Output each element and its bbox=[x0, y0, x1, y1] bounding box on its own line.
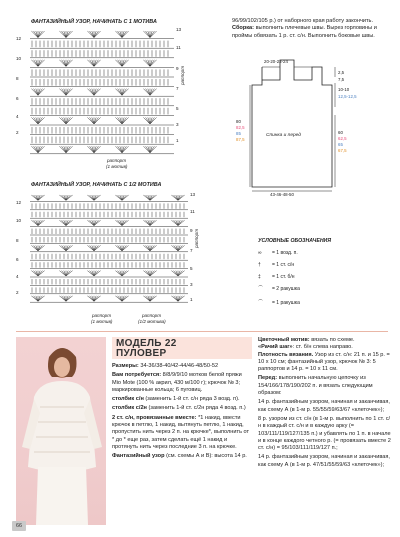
section-divider bbox=[16, 331, 388, 332]
chart2-row-4: 4 bbox=[16, 274, 19, 279]
chart1-row-12: 12 bbox=[16, 36, 22, 41]
model-instructions-right bbox=[258, 337, 392, 471]
schematic-left-3: 87,5 bbox=[236, 137, 245, 142]
chart1-motif-bottom: (1 мотив) bbox=[106, 164, 128, 169]
chart1-row-11: 11 bbox=[176, 45, 181, 50]
model-photo bbox=[16, 337, 106, 525]
chain-icon: ∞ bbox=[258, 250, 262, 256]
schematic-right1: 2,5 bbox=[338, 70, 345, 75]
chart2-row-12: 12 bbox=[16, 200, 22, 205]
model-photo-illustration bbox=[16, 337, 106, 525]
chart1-row-10: 10 bbox=[16, 56, 22, 61]
p2-text: : ст. б/н слева направо. bbox=[292, 344, 353, 351]
p3-text: Узор из ст. с/н: 21 п. и 15 р. = 10 х 10 см; фантазийный узор, крючок № 3: 5 раппортов и 14 р. = 10 х 11 см. bbox=[258, 351, 390, 373]
chart1-row-3: 3 bbox=[176, 122, 179, 127]
chart2-repeat-bottom-1: раппорт bbox=[92, 313, 112, 318]
schematic-right-0: 60 bbox=[338, 130, 343, 135]
chart2-row-1: 1 bbox=[190, 297, 193, 302]
legend-text-shell2: = 2 ракушка bbox=[272, 286, 300, 292]
assembly-text: выполнить плечевые швы. Вырез горловины и проймы обвязать 1 р. ст. с/н. Выполнить боковые швы. bbox=[232, 25, 377, 39]
schematic-right-2: 65 bbox=[338, 142, 343, 147]
chart1-row-4: 4 bbox=[16, 114, 19, 119]
chart1-row-6: 6 bbox=[16, 96, 19, 101]
schematic-right-3: 67,5 bbox=[338, 148, 347, 153]
chart1-row-2: 2 bbox=[16, 130, 19, 135]
stitch3-text: *1 накид, ввести крючок в петлю, 1 накид, вытянуть петлю, 1 накид, пропустить нить через 2 п. на крючке*, выполнить от * до * еще раз, затем сделать ещё 1 накид и протянуть нить через последние 3 п. на крючке. bbox=[112, 414, 250, 450]
chart2-row-10: 10 bbox=[16, 218, 22, 223]
model-number: МОДЕЛЬ 22 bbox=[116, 338, 177, 349]
chart2-row-2: 2 bbox=[16, 290, 19, 295]
chart2-title: ФАНТАЗИЙНЫЙ УЗОР, НАЧИНАТЬ С 1/2 МОТИВА bbox=[31, 182, 162, 188]
p2-label: «Рачий шаг» bbox=[258, 344, 293, 351]
sizes-text: 34-36/38-40/42-44/46-48/50-52 bbox=[138, 363, 219, 369]
chart1-row-7: 7 bbox=[176, 86, 179, 91]
legend-item-dc bbox=[258, 262, 300, 274]
schematic-right2: 10-10 bbox=[338, 87, 350, 92]
intro-text bbox=[232, 18, 390, 42]
pattern-label: Фантазийный узор bbox=[112, 453, 165, 460]
chart1-row-13: 13 bbox=[176, 27, 182, 32]
p1-text: вязать по схеме. bbox=[309, 337, 355, 343]
schematic-right2b: 12,5-12,5 bbox=[338, 94, 357, 99]
chart1-repeat-bottom: раппорт bbox=[107, 158, 127, 163]
legend-text-sc: = 1 ст. б/н bbox=[272, 274, 295, 280]
legend-item-shell2 bbox=[258, 286, 300, 300]
stitch2-label: столбик с/2н bbox=[112, 405, 147, 412]
garment-schematic bbox=[232, 55, 392, 205]
chart1-row-9: 9 bbox=[176, 66, 179, 71]
p4-text: выполнить начальную цепочку из 154/166/178/190/202 п. и вязать следующим образом: bbox=[258, 375, 373, 397]
p6-text: 8 р. узором из ст. с/н (в 1-м р. выполнить по 1 ст. с/н в каждый ст. с/н и в каждую арку (= 103/111/119/127/135 п.) и убавлять по 1 п. в начале и в конце каждого четного р. (= провязать вместе 2 ст. с/н) = 95/103/111/119/127 п.; bbox=[258, 415, 391, 452]
assembly-label: Сборка: bbox=[232, 25, 255, 32]
legend-text-shell1: = 1 ракушка bbox=[272, 300, 300, 306]
chart1-repeat-vertical: раппорт bbox=[180, 65, 185, 85]
chart1-diagram bbox=[24, 26, 220, 176]
chart2-row-8: 8 bbox=[16, 238, 19, 243]
legend-text-dc: = 1 ст. с/н bbox=[272, 262, 295, 268]
chart2-motif-bottom-2: (1/2 мотива) bbox=[138, 319, 166, 324]
chart2-row-9: 9 bbox=[190, 228, 193, 233]
chart1-row-1: 1 bbox=[176, 138, 179, 143]
intro-line1: 96/99/102/105 р.) от наборного края работу закончить. bbox=[232, 18, 374, 24]
chart2-motif-bottom-1: (1 мотив) bbox=[91, 319, 113, 324]
schematic-top-value: 20-20-23-24 bbox=[264, 59, 288, 64]
chart2-row-11: 11 bbox=[190, 209, 195, 214]
schematic-right-1: 62,5 bbox=[338, 136, 347, 141]
p4-label: Перед: bbox=[258, 375, 278, 382]
chart2-repeat-vertical: раппорт bbox=[194, 228, 199, 248]
chart1-row-5: 5 bbox=[176, 106, 179, 111]
p3-label: Плотность вязания. bbox=[258, 351, 314, 358]
schematic-left-2: 85 bbox=[236, 131, 241, 136]
single-crochet-icon: ‡ bbox=[258, 274, 261, 280]
chart2-repeat-bottom-2: раппорт bbox=[142, 313, 162, 318]
stitch1-text: (заменить 1-й ст. с/н ряда 3 возд. п). bbox=[143, 396, 240, 403]
model-name: ПУЛОВЕР bbox=[116, 348, 167, 359]
chart2-row-3: 3 bbox=[190, 282, 193, 287]
schematic-bottom: 43-46-48-50 bbox=[270, 192, 294, 197]
model-instructions-left bbox=[112, 363, 252, 463]
legend-item-chain bbox=[258, 250, 300, 262]
shell-single-icon: ⌒ bbox=[258, 300, 264, 306]
materials-label: Вам потребуется: bbox=[112, 372, 162, 379]
chart1-row-8: 8 bbox=[16, 76, 19, 81]
stitch3-label: 2 ст. с/н, провязанные вместе: bbox=[112, 414, 197, 421]
schematic-right1b: 7,5 bbox=[338, 77, 345, 82]
chart2-row-13: 13 bbox=[190, 192, 196, 197]
p1-label: Цветочный мотив: bbox=[258, 337, 310, 343]
p7-text: 14 р. фантазийным узором, начиная и заканчивая, как схему А (в 1-м р. 47/51/55/59/63 «клеточек»); bbox=[258, 454, 390, 468]
legend-item-sc bbox=[258, 274, 300, 286]
schematic-top bbox=[264, 59, 288, 65]
schematic-left-0: 80 bbox=[236, 119, 241, 124]
shell-double-icon: ⌒ bbox=[258, 286, 264, 292]
schematic-left-1: 82,5 bbox=[236, 125, 245, 130]
pattern-text: (см. схемы А и В): высота 14 р. bbox=[164, 453, 247, 460]
stitch1-label: столбик с/н bbox=[112, 396, 144, 403]
legend-list bbox=[258, 250, 300, 314]
legend-title: УСЛОВНЫЕ ОБОЗНАЧЕНИЯ bbox=[258, 238, 332, 244]
legend-item-shell1 bbox=[258, 300, 300, 314]
p5-text: 14 р. фантазийным узором, начиная и заканчивая, как схему А (в 1-м р. 55/55/59/63/67 «клеточек»); bbox=[258, 399, 390, 413]
legend-text-chain: = 1 возд. п. bbox=[272, 250, 298, 256]
model-header bbox=[112, 337, 252, 359]
chart1-title: ФАНТАЗИЙНЫЙ УЗОР, НАЧИНАТЬ С 1 МОТИВА bbox=[31, 19, 157, 25]
double-crochet-icon: † bbox=[258, 262, 261, 268]
sizes-label: Размеры: bbox=[112, 363, 139, 369]
stitch2-text: (заменить 1-й ст. с/2н ряда 4 возд. п.) bbox=[146, 405, 246, 412]
chart2-row-7: 7 bbox=[190, 248, 193, 253]
chart2-row-5: 5 bbox=[190, 266, 193, 271]
schematic-center-label: Спинка и перед bbox=[266, 133, 301, 138]
materials-text: 8/8/9/9/10 мотков белой пряжи Mio Mote (100 % акрил, 430 м/100 г); крючок № 3; маркированные кольца; 6 пуговиц. bbox=[112, 372, 242, 393]
page-number: 66 bbox=[12, 521, 26, 531]
chart2-row-6: 6 bbox=[16, 257, 19, 262]
